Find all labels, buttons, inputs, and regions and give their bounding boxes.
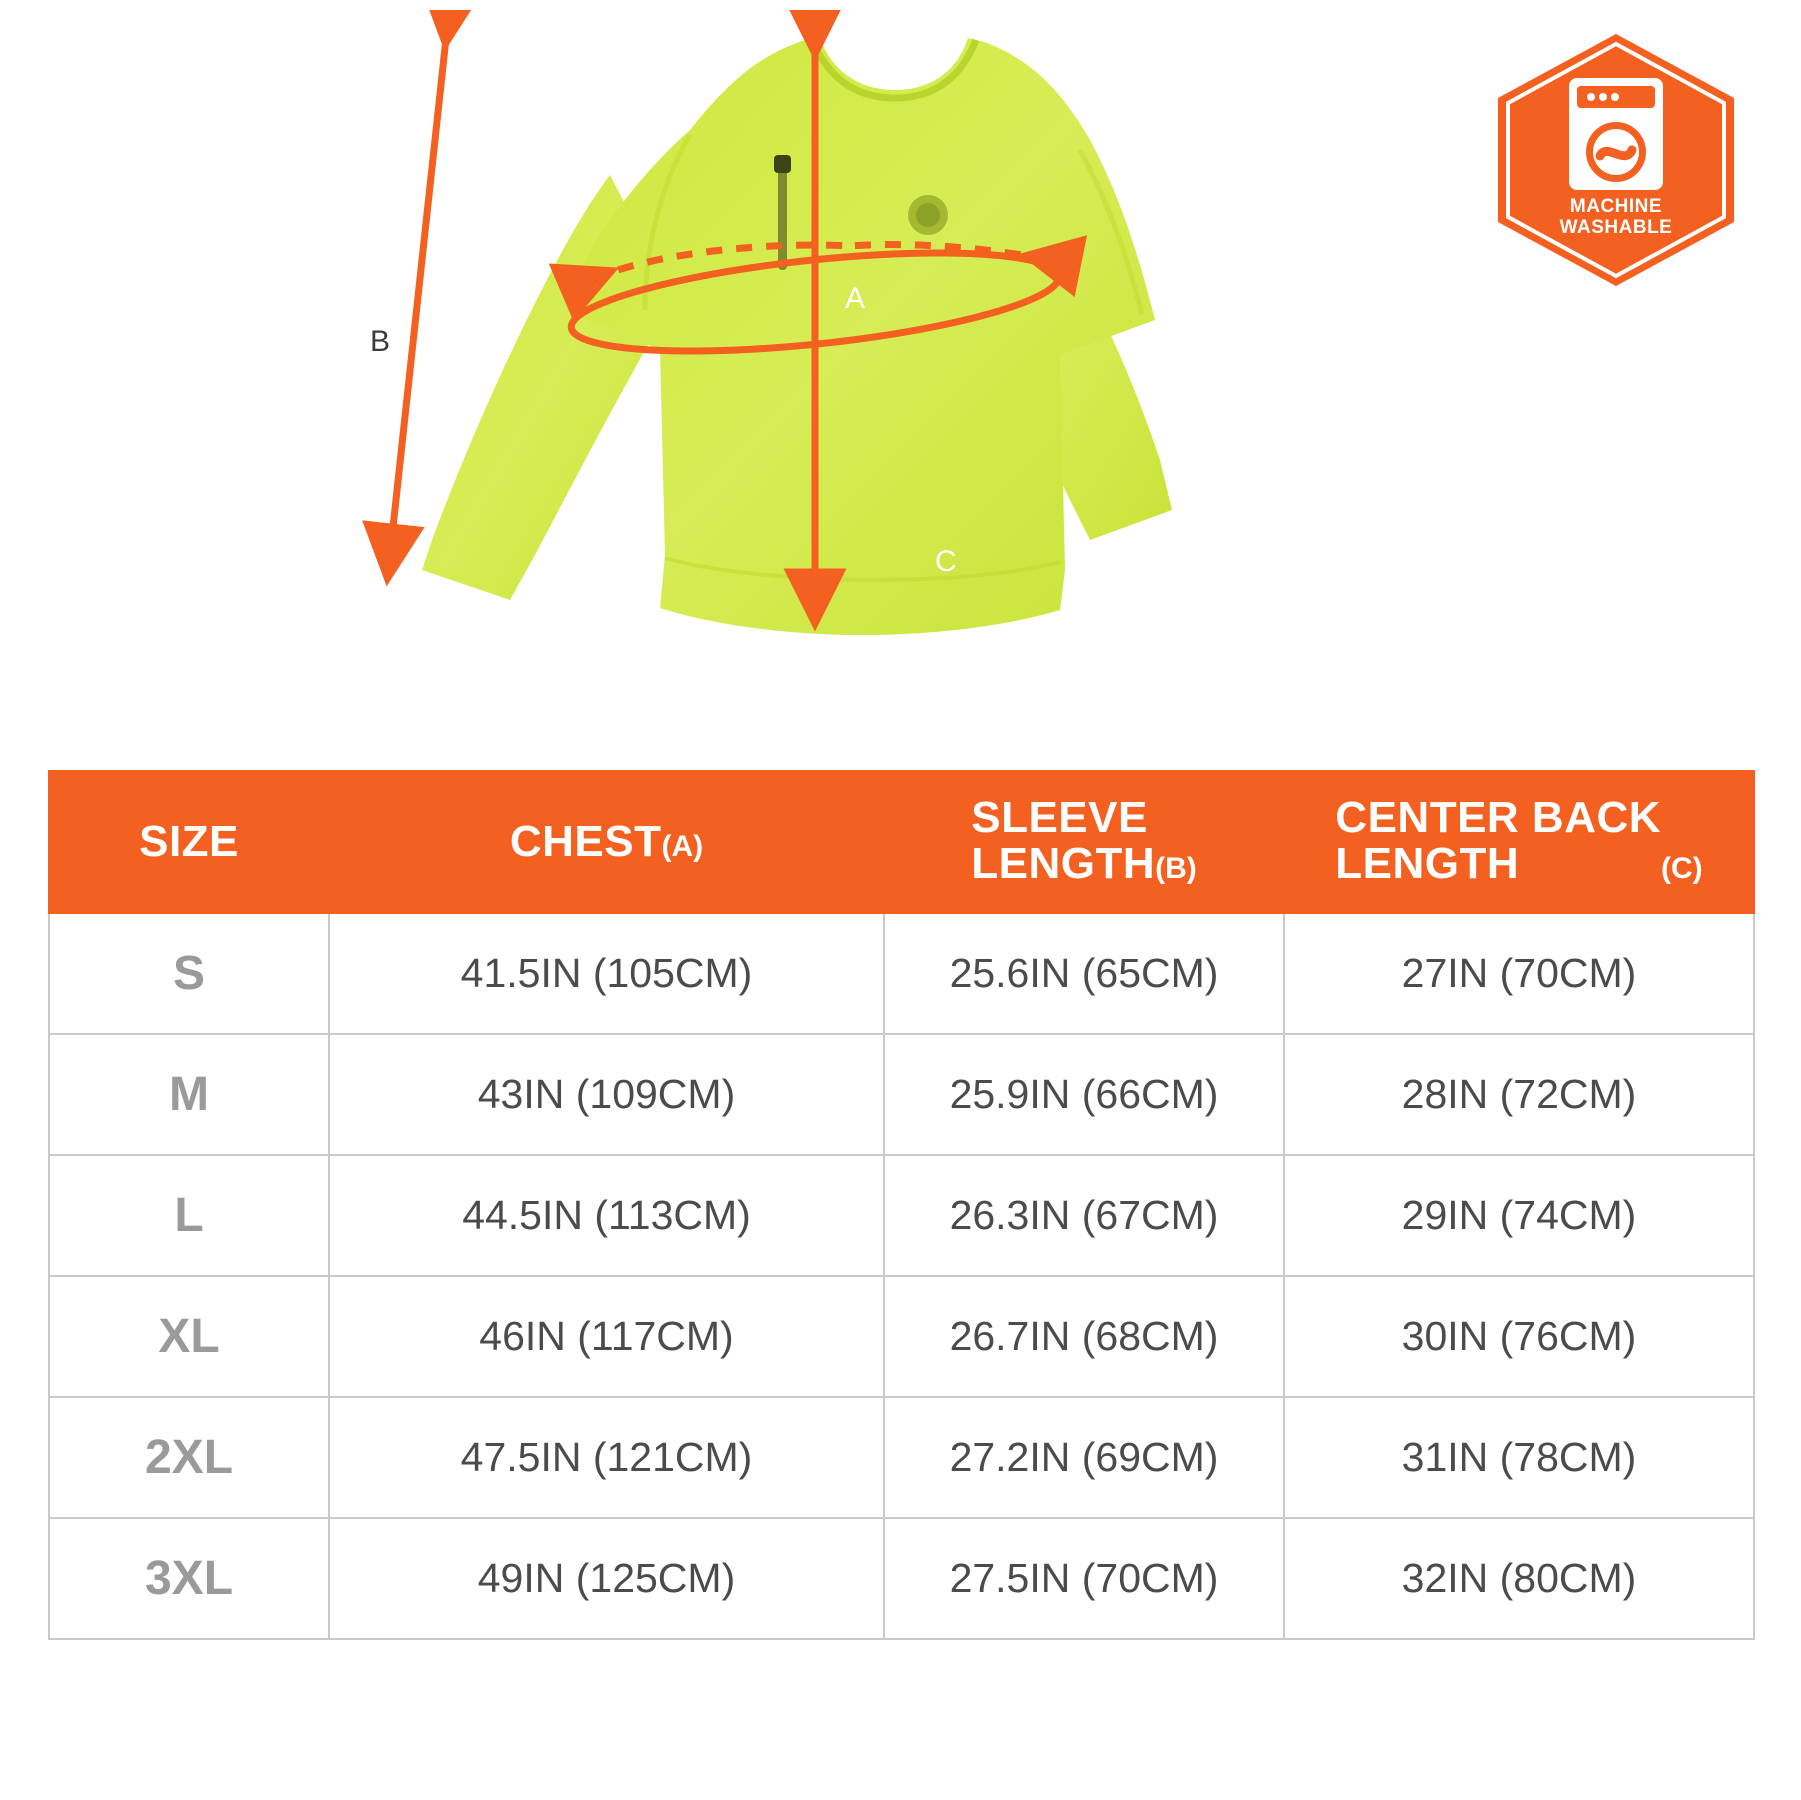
- cell-sleeve: 26.3IN (67CM): [884, 1155, 1284, 1276]
- cell-center-back: 32IN (80CM): [1284, 1518, 1754, 1639]
- header-sleeve-line1: SLEEVE: [971, 792, 1148, 842]
- cell-size: XL: [49, 1276, 329, 1397]
- table-row: [49, 1518, 1754, 1639]
- cell-sleeve: 25.6IN (65CM): [884, 913, 1284, 1034]
- table-row: [49, 913, 1754, 1034]
- cell-size: 2XL: [49, 1397, 329, 1518]
- cell-sleeve: 26.7IN (68CM): [884, 1276, 1284, 1397]
- header-cbl-line2: LENGTH: [1335, 839, 1520, 889]
- table-row: [49, 1276, 1754, 1397]
- header-cbl-line1: CENTER BACK: [1335, 792, 1662, 842]
- shirt-body-shape: [422, 22, 1172, 635]
- washing-machine-icon: [1569, 78, 1663, 190]
- header-sleeve-ref: (B): [1155, 852, 1197, 886]
- table-row: [49, 1034, 1754, 1155]
- center-back-letter-label: C: [935, 545, 957, 578]
- sleeve-length-arrow: [390, 20, 448, 555]
- cell-size: L: [49, 1155, 329, 1276]
- machine-washable-badge: [1491, 30, 1741, 290]
- cell-sleeve: 25.9IN (66CM): [884, 1034, 1284, 1155]
- washable-label: [1491, 196, 1741, 238]
- sleeve-letter-label: B: [370, 325, 391, 358]
- cell-center-back: 29IN (74CM): [1284, 1155, 1754, 1276]
- cell-sleeve: 27.5IN (70CM): [884, 1518, 1284, 1639]
- washable-line1: MACHINE: [1569, 196, 1663, 217]
- table-row: [49, 1155, 1754, 1276]
- header-cbl-ref: (C): [1661, 852, 1703, 886]
- cell-center-back: 30IN (76CM): [1284, 1276, 1754, 1397]
- header-center-back-length: [1284, 771, 1754, 913]
- table-header-row: [49, 771, 1754, 913]
- cell-size: S: [49, 913, 329, 1034]
- cell-size: M: [49, 1034, 329, 1155]
- cell-chest: 49IN (125CM): [329, 1518, 884, 1639]
- washable-line2: WASHABLE: [1559, 217, 1673, 238]
- cell-center-back: 31IN (78CM): [1284, 1397, 1754, 1518]
- header-chest: [329, 771, 884, 913]
- shirt-illustration: [360, 10, 1280, 650]
- measurement-diagram: [0, 0, 1801, 670]
- cell-chest: 43IN (109CM): [329, 1034, 884, 1155]
- table-row: [49, 1397, 1754, 1518]
- header-sleeve-line2: LENGTH: [971, 839, 1156, 889]
- header-sleeve-length: [884, 771, 1284, 913]
- header-chest-ref: (A): [661, 830, 704, 863]
- cell-chest: 46IN (117CM): [329, 1276, 884, 1397]
- size-chart-table: [48, 770, 1755, 1640]
- cell-sleeve: 27.2IN (69CM): [884, 1397, 1284, 1518]
- cell-size: 3XL: [49, 1518, 329, 1639]
- hexagon-shape: [1491, 30, 1741, 290]
- cell-chest: 44.5IN (113CM): [329, 1155, 884, 1276]
- cell-chest: 41.5IN (105CM): [329, 913, 884, 1034]
- cell-center-back: 28IN (72CM): [1284, 1034, 1754, 1155]
- cell-center-back: 27IN (70CM): [1284, 913, 1754, 1034]
- header-chest-text: CHEST: [509, 817, 662, 866]
- cell-chest: 47.5IN (121CM): [329, 1397, 884, 1518]
- chest-letter-label: A: [845, 282, 866, 315]
- header-size: SIZE: [49, 771, 329, 913]
